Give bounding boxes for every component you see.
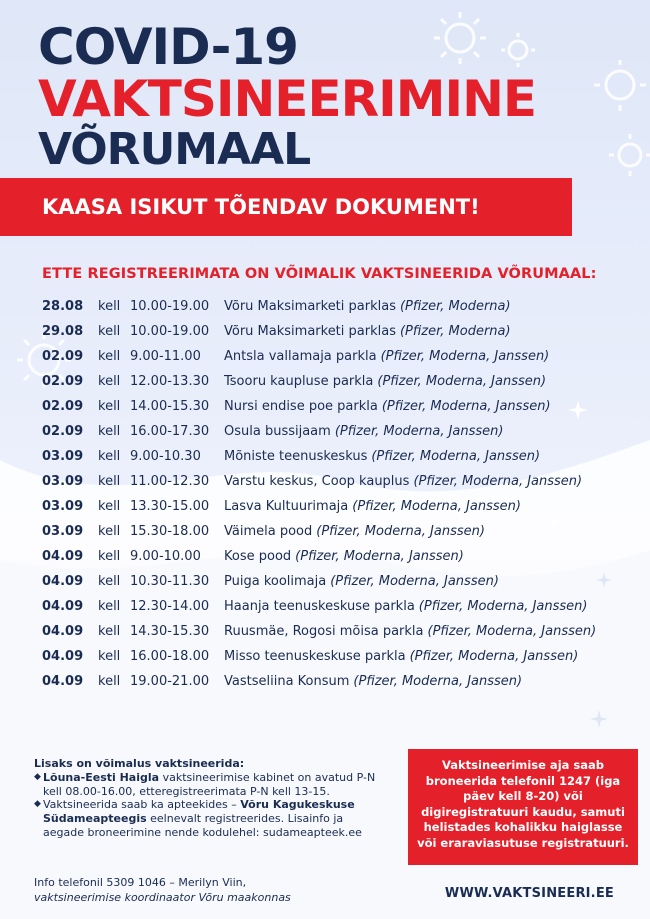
- row-vaccines: (Pfizer, Moderna, Janssen): [380, 349, 550, 364]
- row-kell: kell: [98, 374, 121, 389]
- row-place: Kose pood: [224, 549, 292, 564]
- row-time: 13.30-15.00: [130, 499, 210, 514]
- pharmacy-intro: Vaktsineerida saab ka apteekides –: [43, 798, 241, 812]
- row-date: 04.09: [42, 624, 84, 639]
- row-kell: kell: [98, 599, 121, 614]
- schedule-row: [42, 644, 632, 669]
- row-vaccines: (Pfizer, Moderna): [399, 324, 511, 339]
- row-date: 04.09: [42, 574, 84, 589]
- row-kell: kell: [98, 574, 121, 589]
- row-place: Võru Maksimarketi parklas: [224, 299, 396, 314]
- row-date: 28.08: [42, 299, 84, 314]
- row-time: 9.00-10.00: [130, 549, 201, 564]
- row-time: 16.00-17.30: [130, 424, 210, 439]
- row-date: 03.09: [42, 474, 84, 489]
- row-place: Väimela pood: [224, 524, 313, 539]
- row-vaccines: (Pfizer, Moderna, Janssen): [352, 499, 521, 514]
- contact-phone-line: Info telefonil 5309 1046 – Merilyn Viin,: [34, 876, 247, 889]
- row-vaccines: (Pfizer, Moderna, Janssen): [381, 399, 551, 414]
- list-item: [34, 771, 384, 799]
- row-date: 29.08: [42, 324, 84, 339]
- row-time: 10.00-19.00: [130, 324, 210, 339]
- row-date: 02.09: [42, 399, 84, 414]
- row-kell: kell: [98, 449, 121, 464]
- row-vaccines: (Pfizer, Moderna, Janssen): [334, 424, 504, 439]
- row-place: Misso teenuskeskuse parkla: [224, 649, 406, 664]
- row-vaccines: (Pfizer, Moderna, Janssen): [371, 449, 541, 464]
- row-place: Mõniste teenuskeskus: [224, 449, 368, 464]
- row-kell: kell: [98, 474, 121, 489]
- row-time: 19.00-21.00: [130, 674, 210, 689]
- hospital-hours: vaktsineerimise kabinet on avatud P-N kell 08.00-16.00, etteregistreerimata P-N kell 13-15.: [43, 770, 376, 798]
- row-kell: kell: [98, 649, 121, 664]
- schedule-row: [42, 619, 632, 644]
- row-time: 14.00-15.30: [130, 399, 210, 414]
- row-time: 10.30-11.30: [130, 574, 210, 589]
- row-place: Osula bussijaam: [224, 424, 331, 439]
- row-kell: kell: [98, 499, 121, 514]
- row-vaccines: (Pfizer, Moderna, Janssen): [413, 474, 583, 489]
- row-place: Lasva Kultuurimaja: [224, 499, 349, 514]
- contact-role-line: vaktsineerimise koordinaator Võru maakonnas: [34, 891, 291, 904]
- additional-options: [34, 757, 384, 840]
- row-place: Puiga koolimaja: [224, 574, 327, 589]
- schedule-list: [42, 294, 632, 694]
- row-kell: kell: [98, 324, 121, 339]
- title-line-3: VÕRUMAAL: [38, 124, 311, 175]
- booking-info-box: Vaktsineerimise aja saab broneerida telefonil 1247 (iga päev kell 8-20) või digiregistratuuri kaudu, samuti helistades kohalikku haiglasse või eraraviasutuse registratuuri.: [408, 749, 638, 865]
- pharmacy-details: eelnevalt registreerides. Lisainfo ja aegade broneerimine nende kodulehel: sudameapteek.ee: [43, 812, 362, 839]
- row-time: 14.30-15.30: [130, 624, 210, 639]
- schedule-row: [42, 369, 632, 394]
- schedule-row: [42, 444, 632, 469]
- row-vaccines: (Pfizer, Moderna, Janssen): [418, 599, 588, 614]
- row-time: 9.00-10.30: [130, 449, 201, 464]
- schedule-row: [42, 469, 632, 494]
- row-date: 03.09: [42, 449, 84, 464]
- contact-info: [34, 875, 394, 905]
- schedule-row: [42, 294, 632, 319]
- row-date: 03.09: [42, 499, 84, 514]
- row-date: 02.09: [42, 374, 84, 389]
- schedule-row: [42, 519, 632, 544]
- schedule-row: [42, 544, 632, 569]
- row-kell: kell: [98, 349, 121, 364]
- schedule-heading: ETTE REGISTREERIMATA ON VÕIMALIK VAKTSINEERIDA VÕRUMAAL:: [42, 266, 597, 282]
- website-link[interactable]: WWW.VAKTSINEERI.EE: [444, 886, 614, 901]
- row-time: 9.00-11.00: [130, 349, 201, 364]
- row-date: 04.09: [42, 674, 84, 689]
- schedule-row: [42, 569, 632, 594]
- row-place: Nursi endise poe parkla: [224, 399, 378, 414]
- row-kell: kell: [98, 524, 121, 539]
- row-kell: kell: [98, 549, 121, 564]
- row-kell: kell: [98, 299, 121, 314]
- row-vaccines: (Pfizer, Moderna, Janssen): [295, 549, 464, 564]
- hospital-note: [43, 771, 384, 799]
- row-kell: kell: [98, 624, 121, 639]
- row-time: 16.00-18.00: [130, 649, 210, 664]
- row-place: Haanja teenuskeskuse parkla: [224, 599, 415, 614]
- row-date: 03.09: [42, 524, 84, 539]
- row-kell: kell: [98, 399, 121, 414]
- row-time: 15.30-18.00: [130, 524, 210, 539]
- virus-icon: [580, 60, 650, 180]
- row-vaccines: (Pfizer, Moderna, Janssen): [409, 649, 579, 664]
- schedule-row: [42, 494, 632, 519]
- row-place: Ruusmäe, Rogosi mõisa parkla: [224, 624, 424, 639]
- row-vaccines: (Pfizer, Moderna, Janssen): [427, 624, 597, 639]
- row-vaccines: (Pfizer, Moderna, Janssen): [377, 374, 547, 389]
- row-date: 04.09: [42, 599, 84, 614]
- diamond-bullet-icon: ◆: [34, 771, 41, 782]
- row-kell: kell: [98, 674, 121, 689]
- title-line-1: COVID-19: [38, 18, 298, 76]
- row-place: Tsooru kaupluse parkla: [224, 374, 374, 389]
- pharmacy-name: Võru Kagukeskuse Südameapteegis: [43, 798, 355, 826]
- row-vaccines: (Pfizer, Moderna): [399, 299, 511, 314]
- row-time: 12.30-14.00: [130, 599, 210, 614]
- schedule-row: [42, 594, 632, 619]
- row-vaccines: (Pfizer, Moderna, Janssen): [316, 524, 485, 539]
- schedule-row: [42, 319, 632, 344]
- schedule-row: [42, 669, 632, 694]
- row-date: 02.09: [42, 424, 84, 439]
- row-place: Vastseliina Konsum: [224, 674, 350, 689]
- list-item: [34, 798, 384, 839]
- id-document-banner: KAASA ISIKUT TÕENDAV DOKUMENT!: [0, 178, 572, 236]
- virus-icon: [430, 10, 540, 70]
- schedule-row: [42, 394, 632, 419]
- row-date: 04.09: [42, 549, 84, 564]
- row-date: 04.09: [42, 649, 84, 664]
- diamond-bullet-icon: ◆: [34, 799, 41, 810]
- schedule-row: [42, 344, 632, 369]
- schedule-row: [42, 419, 632, 444]
- row-vaccines: (Pfizer, Moderna, Janssen): [330, 574, 499, 589]
- row-place: Varstu keskus, Coop kauplus: [224, 474, 410, 489]
- row-vaccines: (Pfizer, Moderna, Janssen): [353, 674, 523, 689]
- hospital-name: Lõuna-Eesti Haigla: [43, 770, 160, 784]
- row-time: 12.00-13.30: [130, 374, 210, 389]
- row-place: Antsla vallamaja parkla: [224, 349, 377, 364]
- title-line-2: VAKTSINEERIMINE: [38, 70, 537, 128]
- row-kell: kell: [98, 424, 121, 439]
- row-date: 02.09: [42, 349, 84, 364]
- pharmacy-note: [43, 798, 384, 839]
- row-time: 11.00-12.30: [130, 474, 210, 489]
- sparkle-icon: [590, 710, 608, 728]
- row-place: Võru Maksimarketi parklas: [224, 324, 396, 339]
- additional-options-title: Lisaks on võimalus vaktsineerida:: [34, 757, 245, 770]
- row-time: 10.00-19.00: [130, 299, 210, 314]
